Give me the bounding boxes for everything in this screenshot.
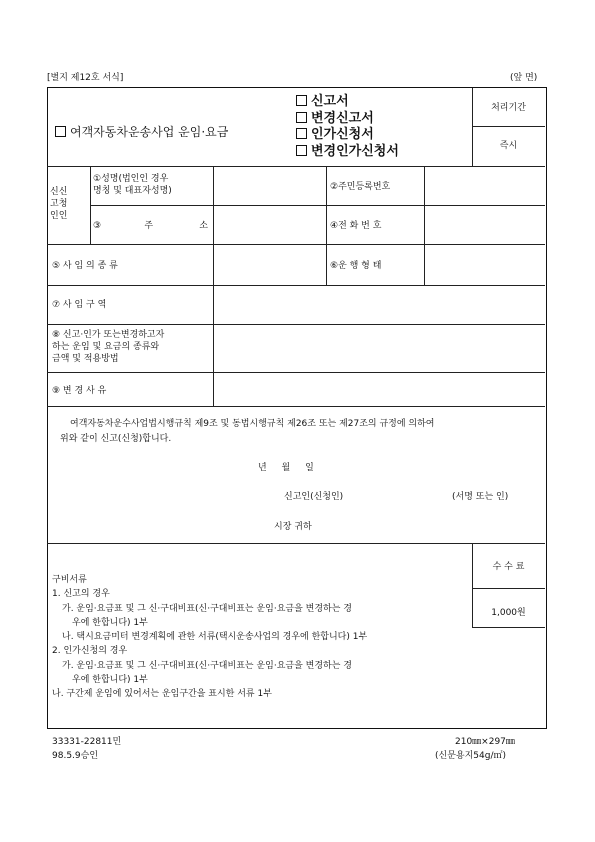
option-label: 인가신청서 [311, 127, 374, 142]
fee-label: 수 수 료 [492, 562, 525, 572]
form-code: 33331-22811민 [52, 737, 122, 747]
name-field[interactable] [214, 167, 325, 204]
document-item: 가. 운임·요금표 및 그 신·구대비표(신·구대비표는 운임·요금을 변경하는 경 [62, 603, 352, 614]
option-label: 신고서 [311, 94, 349, 109]
fare-change-label [52, 329, 212, 365]
option-change-report[interactable] [296, 111, 399, 128]
document-item: 우에 한합니다) 1부 [72, 675, 148, 686]
option-label: 변경인가신청서 [311, 143, 399, 159]
fare-label-line: 하는 운임 및 요금의 종류와 [52, 342, 160, 353]
fare-label-line: ⑧ 신고·인가 또는변경하고자 [52, 330, 165, 340]
page-side-label: (앞 면) [510, 73, 538, 83]
option-approval[interactable] [296, 127, 399, 144]
option-checkbox[interactable] [296, 128, 307, 139]
document-item: 1. 신고의 경우 [52, 589, 110, 600]
business-area-label: ⑦ 사 임 구 역 [52, 300, 107, 310]
fare-label-line: 금액 및 적용방법 [52, 354, 119, 365]
applicant-sign-label: 신고인(신청인) [284, 492, 344, 502]
form-title-text: 여객자동차운송사업 운임·요금 [70, 125, 229, 139]
option-checkbox[interactable] [296, 95, 307, 106]
name-label-line: ①성명(법인인 경우 [93, 174, 169, 184]
document-item: 나. 택시요금미터 변경계획에 관한 서류(택시운송사업의 경우에 한합니다) 1부 [62, 632, 368, 643]
documents-title: 구비서류 [52, 575, 87, 585]
fare-change-field[interactable] [214, 325, 544, 371]
processing-period-value: 즉시 [499, 141, 518, 151]
id-number-field[interactable] [425, 167, 544, 204]
group-label-line: 신신 [50, 187, 68, 197]
processing-period-label: 처리기간 [491, 103, 526, 113]
fee-value: 1,000원 [491, 608, 526, 618]
business-area-field[interactable] [214, 286, 544, 323]
option-change-approval[interactable] [296, 144, 399, 161]
group-label-line: 고청 [50, 199, 68, 210]
statement-line: 위와 같이 신고(신청)합니다. [60, 434, 172, 445]
business-type-field[interactable] [214, 245, 325, 284]
phone-field[interactable] [425, 206, 544, 243]
change-reason-label: ⑨ 변 경 사 유 [52, 386, 107, 396]
option-checkbox[interactable] [296, 145, 307, 156]
address-label: ③주 소 [93, 221, 208, 231]
name-label [93, 173, 210, 197]
document-item: 우에 한합니다) 1부 [72, 617, 148, 628]
business-type-label: ⑤ 사 임 의 종 류 [52, 261, 118, 271]
document-item: 나. 구간제 운임에 있어서는 운임구간을 표시한 서류 1부 [52, 689, 272, 700]
form-number: [별지 제12호 서식] [47, 73, 124, 83]
phone-label: ④전 화 번 호 [330, 221, 382, 231]
name-label-line: 명칭 및 대표자성명) [93, 186, 172, 197]
title-checkbox[interactable] [55, 126, 66, 137]
operation-type-field[interactable] [425, 245, 544, 284]
statement-text [60, 418, 540, 445]
option-report[interactable] [296, 94, 399, 111]
option-checkbox[interactable] [296, 112, 307, 123]
date-line: 년 월 일 [258, 463, 314, 473]
statement-line: 여객자동차운수사업법시행규칙 제9조 및 동법시행규칙 제26조 또는 제27조의 규정에 의하여 [70, 419, 435, 429]
option-label: 변경신고서 [311, 110, 374, 126]
operation-type-label: ⑥운 행 형 태 [330, 261, 382, 271]
change-reason-field[interactable] [214, 373, 544, 405]
signature-label: (서명 또는 인) [452, 492, 509, 502]
document-item: 2. 인가신청의 경우 [52, 646, 128, 657]
document-item: 가. 운임·요금표 및 그 신·구대비표(신·구대비표는 운임·요금을 변경하는 경 [62, 660, 352, 671]
approval-date: 98.5.9승인 [52, 751, 99, 761]
address-field[interactable] [214, 206, 325, 243]
paper-type: (신문용지54g/㎡) [435, 751, 506, 761]
form-type-options [296, 94, 399, 160]
id-number-label: ②주민등록번호 [330, 182, 391, 192]
recipient-line: 시장 귀하 [274, 522, 312, 532]
group-label-line: 인인 [50, 211, 68, 222]
paper-size: 210㎜×297㎜ [455, 737, 515, 747]
required-documents [52, 573, 474, 702]
applicant-group-label [50, 186, 88, 222]
form-title [55, 123, 228, 140]
